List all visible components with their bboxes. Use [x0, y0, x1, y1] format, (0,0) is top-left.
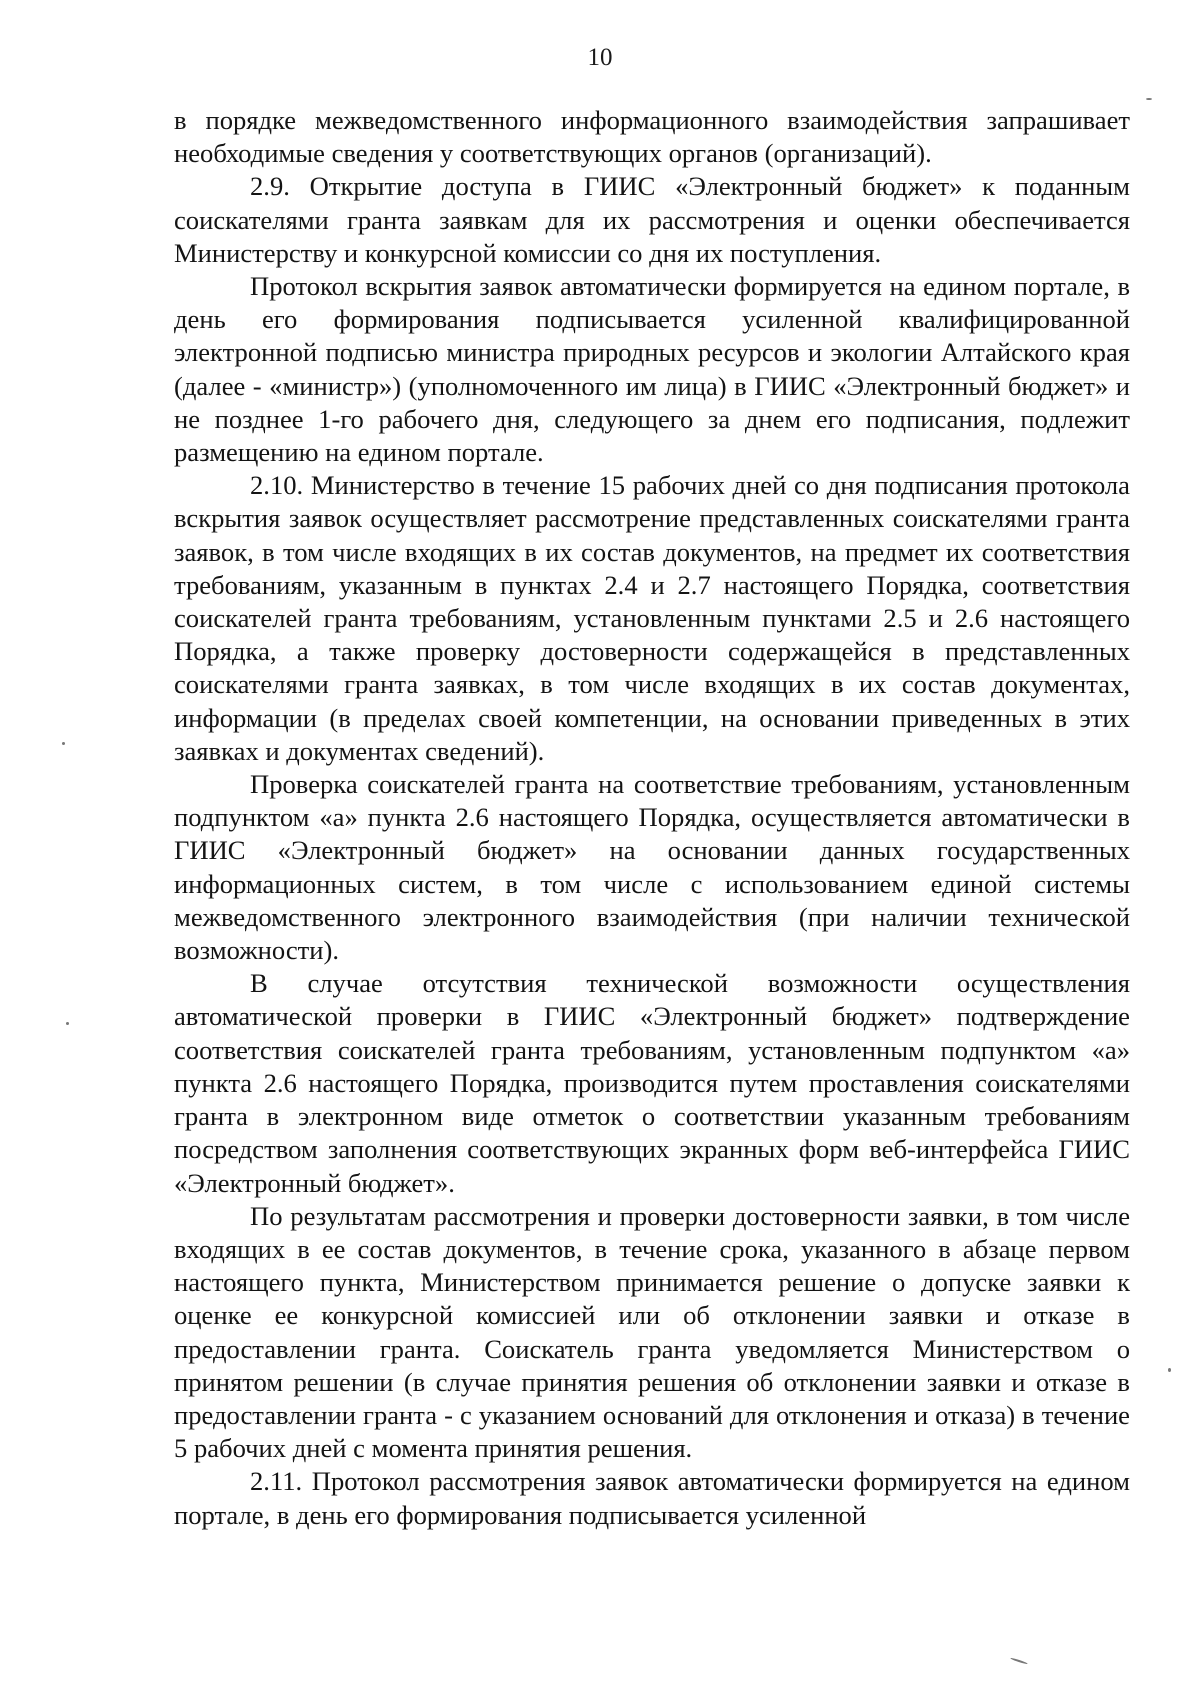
paragraph-2-11: 2.11. Протокол рассмотрения заявок автоматически формируется на едином портале, в день его формирования подписывается усиленной [174, 1466, 1130, 1530]
paragraph-automatic-check: Проверка соискателей гранта на соответствие требованиям, установленным подпунктом «а» пункта 2.6 настоящего Порядка, осуществляется автоматически в ГИИС «Электронный бюджет» на основании данных государственных информационных систем, в том числе с использованием единой системы межведомственного электронного взаимодействия (при наличии технической возможности). [174, 769, 1130, 966]
document-body [174, 104, 1130, 1532]
scan-speck [1168, 1368, 1171, 1372]
paragraph-review-decision: По результатам рассмотрения и проверки достоверности заявки, в том числе входящих в ее состав документов, в течение срока, указанного в абзаце первом настоящего пункта, Министерством принимается решение о допуске заявки к оценке ее конкурсной комиссией или об отклонении заявки и отказе в предоставлении гранта. Соискатель гранта уведомляется Министерством о принятом решении (в случае принятия решения об отклонении заявки и отказе в предоставлении гранта - с указанием оснований для отклонения и отказа) в течение 5 рабочих дней с момента принятия решения. [174, 1200, 1130, 1464]
paragraph-opening-protocol: Протокол вскрытия заявок автоматически формируется на едином портале, в день его формирования подписывается усиленной квалифицированной электронной подписью министра природных ресурсов и экологии Алтайского края (далее - «министр») (уполномоченного им лица) в ГИИС «Электронный бюджет» и не позднее 1-го рабочего дня, следующего за днем его подписания, подлежит размещению на едином портале. [174, 271, 1130, 468]
scan-speck [66, 1022, 69, 1025]
paragraph-manual-confirmation: В случае отсутствия технической возможности осуществления автоматической проверки в ГИИС «Электронный бюджет» подтверждение соответствия соискателей гранта требованиям, установленным подпунктом «а» пункта 2.6 настоящего Порядка, производится путем проставления соискателями гранта в электронном виде отметок о соответствии указанным требованиям посредством заполнения соответствующих экранных форм веб-интерфейса ГИИС «Электронный бюджет». [174, 968, 1130, 1198]
paragraph-request-info: в порядке межведомственного информационного взаимодействия запрашивает необходимые сведения у соответствующих органов (организаций). [174, 105, 1130, 169]
paragraph-2-9: 2.9. Открытие доступа в ГИИС «Электронный бюджет» к поданным соискателями гранта заявкам для их рассмотрения и оценки обеспечивается Министерству и конкурсной комиссии со дня их поступления. [174, 171, 1130, 268]
scan-speck [1010, 1657, 1028, 1664]
paragraph-2-10: 2.10. Министерство в течение 15 рабочих дней со дня подписания протокола вскрытия заявок осуществляет рассмотрение представленных соискателями гранта заявок, в том числе входящих в их состав документов, на предмет их соответствия требованиям, указанным в пунктах 2.4 и 2.7 настоящего Порядка, соответствия соискателей гранта требованиям, установленным пунктами 2.5 и 2.6 настоящего Порядка, а также проверку достоверности содержащейся в представленных соискателями гранта заявках, в том числе входящих в их состав документах, информации (в пределах своей компетенции, на основании приведенных в этих заявках и документах сведений). [174, 470, 1130, 766]
scan-speck [62, 742, 65, 745]
scan-speck [1146, 98, 1152, 100]
page-number: 10 [587, 44, 613, 71]
